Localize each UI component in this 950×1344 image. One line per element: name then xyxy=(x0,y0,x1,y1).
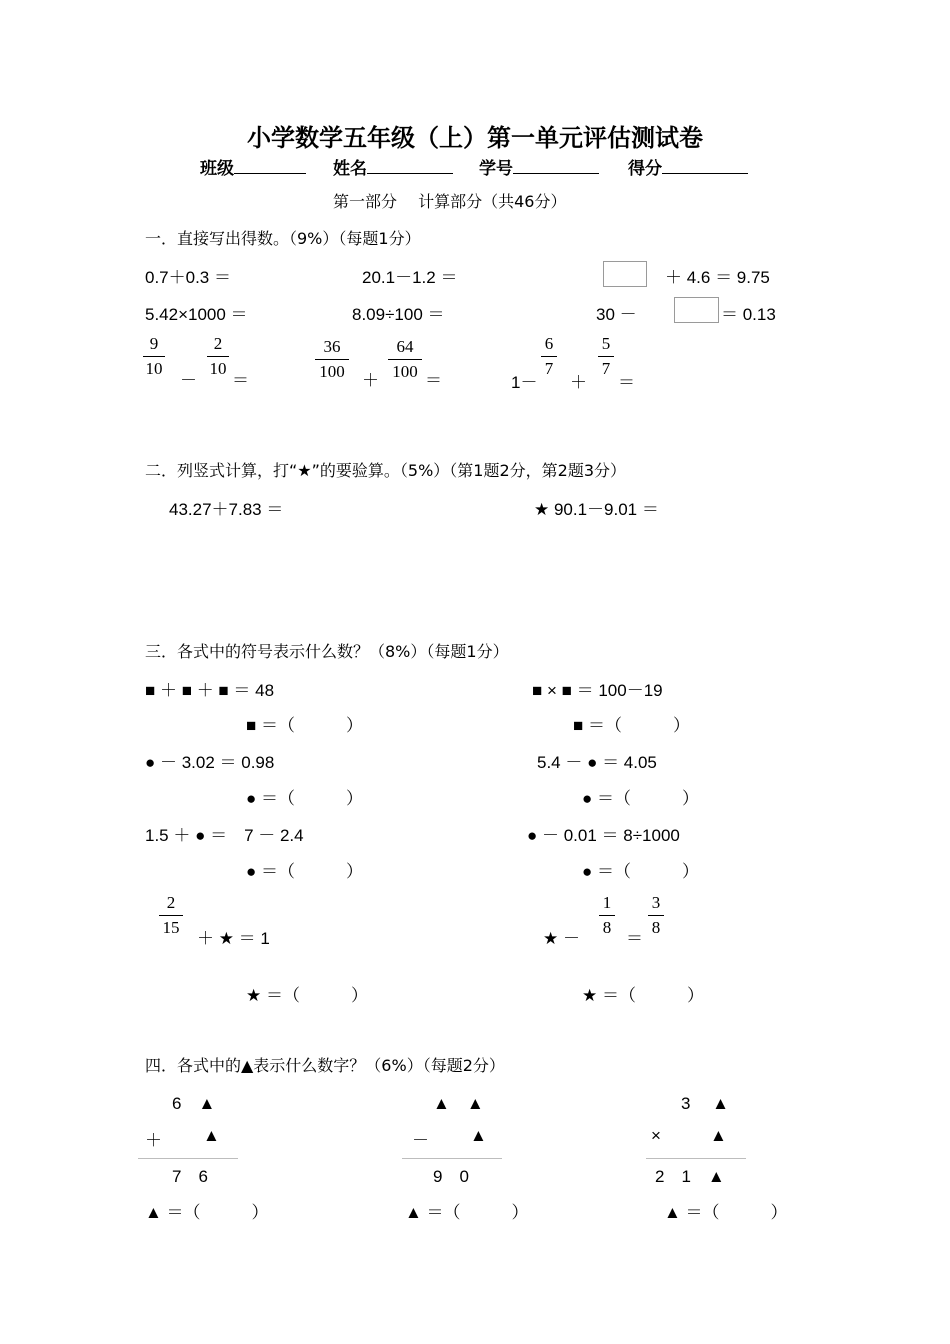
p2-row1: ▲ ▲ xyxy=(433,1094,484,1113)
s3-a3: 1.5 ＋ ● ＝ 7 － 2.4 xyxy=(145,826,304,845)
plus-sign: ＋ xyxy=(570,373,587,392)
class-field xyxy=(200,154,306,179)
p3-row1: 3 ▲ xyxy=(681,1094,730,1113)
answer-box-1[interactable] xyxy=(603,261,647,287)
numerator: 3 xyxy=(651,893,661,912)
fraction-5-7 xyxy=(598,334,614,379)
s3-b1: ■ × ■ ＝ 100－19 xyxy=(532,681,663,700)
s3-b3-answer[interactable]: ● ＝（ ） xyxy=(582,862,699,881)
numerator: 64 xyxy=(396,337,414,356)
s3-a4-answer[interactable]: ★ ＝（ ） xyxy=(246,986,368,1005)
s1-q5: 8.09÷100 ＝ xyxy=(352,305,445,324)
numerator: 2 xyxy=(166,893,176,912)
part-heading: 第一部分 计算部分（共46分） xyxy=(333,192,567,211)
score-blank[interactable] xyxy=(662,155,748,174)
p3-row3: 2 1 ▲ xyxy=(655,1167,725,1186)
numerator: 36 xyxy=(323,337,341,356)
equals-sign: ＝ xyxy=(626,929,643,948)
p1-answer[interactable]: ▲ ＝（ ） xyxy=(145,1203,269,1222)
denominator: 10 xyxy=(145,359,163,378)
p1-row3: 7 6 xyxy=(172,1167,208,1186)
fraction-9-10 xyxy=(143,334,165,379)
fraction-2-10 xyxy=(207,334,229,379)
s3-a3-answer[interactable]: ● ＝（ ） xyxy=(246,862,363,881)
numerator: 6 xyxy=(544,334,554,353)
one-minus: 1－ xyxy=(511,373,538,392)
name-field xyxy=(333,154,453,179)
score-label: 得分 xyxy=(628,159,662,179)
s3-b4-prefix: ★ － xyxy=(543,929,580,948)
section-2-heading: 二．列竖式计算，打“★”的要验算。（5%）（第1题2分，第2题3分） xyxy=(145,461,627,480)
p1-sum-line xyxy=(138,1158,238,1159)
s1-q3: ＋ 4.6 ＝ 9.75 xyxy=(665,268,770,287)
denominator: 8 xyxy=(602,918,612,937)
answer-box-2[interactable] xyxy=(674,297,719,323)
s1-q6-left: 30 － xyxy=(596,305,637,324)
student-id-blank[interactable] xyxy=(513,155,599,174)
section-1-heading: 一．直接写出得数。（9%）（每题1分） xyxy=(145,229,421,248)
page-title: 小学数学五年级（上）第一单元评估测试卷 xyxy=(247,124,703,152)
equals-sign: ＝ xyxy=(618,373,635,392)
fraction-6-7 xyxy=(541,334,557,379)
denominator: 15 xyxy=(162,918,180,937)
p3-row2: ▲ xyxy=(710,1126,727,1145)
numerator: 1 xyxy=(602,893,612,912)
denominator: 7 xyxy=(601,359,611,378)
s3-a2-answer[interactable]: ● ＝（ ） xyxy=(246,789,363,808)
plus-sign: ＋ xyxy=(362,371,379,390)
class-label: 班级 xyxy=(200,159,234,179)
equals-sign: ＝ xyxy=(425,371,442,390)
class-blank[interactable] xyxy=(234,155,306,174)
fraction-1-8 xyxy=(599,893,615,938)
s1-q4: 5.42×1000 ＝ xyxy=(145,305,248,324)
p3-operator: × xyxy=(651,1126,661,1145)
s3-b1-answer[interactable]: ■ ＝（ ） xyxy=(573,716,690,735)
s3-b2: 5.4 － ● ＝ 4.05 xyxy=(537,753,657,772)
s3-b3: ● － 0.01 ＝ 8÷1000 xyxy=(527,826,680,845)
denominator: 8 xyxy=(651,918,661,937)
numerator: 9 xyxy=(149,334,159,353)
s2-q2: ★ 90.1－9.01 ＝ xyxy=(534,500,659,519)
p1-row1: 6 ▲ xyxy=(172,1094,216,1113)
fraction-2-15 xyxy=(159,893,183,938)
numerator: 2 xyxy=(213,334,223,353)
s3-a2: ● － 3.02 ＝ 0.98 xyxy=(145,753,275,772)
denominator: 7 xyxy=(544,359,554,378)
s3-a1-answer[interactable]: ■ ＝（ ） xyxy=(246,716,363,735)
numerator: 5 xyxy=(601,334,611,353)
fraction-3-8 xyxy=(648,893,664,938)
p2-row2: ▲ xyxy=(470,1126,487,1145)
s2-q1: 43.27＋7.83 ＝ xyxy=(169,500,284,519)
section-4-heading: 四．各式中的▲表示什么数字？（6%）（每题2分） xyxy=(145,1056,505,1075)
s3-a1: ■ ＋ ■ ＋ ■ ＝ 48 xyxy=(145,681,275,700)
fraction-64-100 xyxy=(388,337,422,382)
equals-sign: ＝ xyxy=(232,371,249,390)
s3-b4-answer[interactable]: ★ ＝（ ） xyxy=(582,986,704,1005)
p3-product-line xyxy=(646,1158,746,1159)
s1-q6-right: ＝ 0.13 xyxy=(721,305,776,324)
p1-row2: ▲ xyxy=(203,1126,220,1145)
fraction-36-100 xyxy=(315,337,349,382)
denominator: 100 xyxy=(319,362,345,381)
student-id-label: 学号 xyxy=(479,159,513,179)
s3-a4-rest: ＋ ★ ＝ 1 xyxy=(197,929,270,948)
student-id-field xyxy=(479,154,599,179)
score-field xyxy=(628,154,748,179)
minus-sign: － xyxy=(180,371,197,390)
p3-answer[interactable]: ▲ ＝（ ） xyxy=(664,1203,788,1222)
p2-difference-line xyxy=(402,1158,502,1159)
s3-b2-answer[interactable]: ● ＝（ ） xyxy=(582,789,699,808)
name-blank[interactable] xyxy=(367,155,453,174)
s1-q2: 20.1－1.2 ＝ xyxy=(362,268,458,287)
p2-answer[interactable]: ▲ ＝（ ） xyxy=(405,1203,529,1222)
p2-operator: － xyxy=(412,1131,429,1150)
p2-row3: 9 0 xyxy=(433,1167,469,1186)
section-3-heading: 三．各式中的符号表示什么数？（8%）（每题1分） xyxy=(145,642,509,661)
denominator: 100 xyxy=(392,362,418,381)
s1-q1: 0.7＋0.3 ＝ xyxy=(145,268,231,287)
name-label: 姓名 xyxy=(333,159,367,179)
p1-operator: ＋ xyxy=(145,1131,162,1150)
denominator: 10 xyxy=(209,359,227,378)
